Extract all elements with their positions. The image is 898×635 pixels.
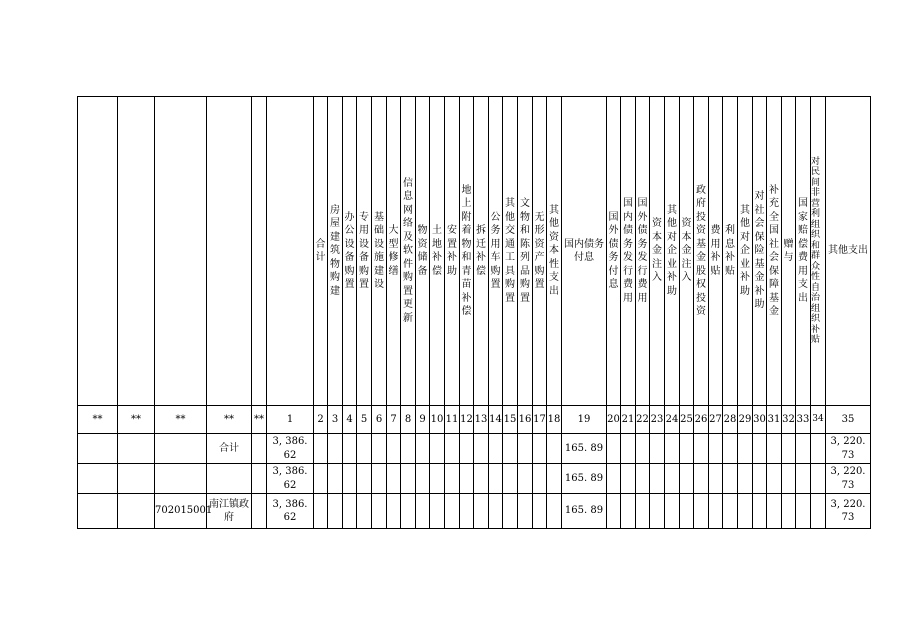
header-col-23: 资本金注入 (650, 97, 665, 406)
col-number: 30 (753, 406, 767, 434)
row-name (207, 464, 252, 494)
header-col-15: 其他交通工具购置 (503, 97, 518, 406)
col-number: 8 (401, 406, 416, 434)
header-col-20: 国外债务付息 (607, 97, 621, 406)
header-col-9: 物资储备 (416, 97, 430, 406)
expenditure-table (77, 96, 871, 529)
header-col-26: 政府投资基金股权投资 (694, 97, 709, 406)
header-col-28: 利息补贴 (723, 97, 738, 406)
col-number: 4 (343, 406, 357, 434)
header-col-11: 安置补助 (445, 97, 460, 406)
header-col-33: 国家赔偿费用支出 (796, 97, 811, 406)
header-col-25: 资本金注入 (680, 97, 694, 406)
row-total: 3, 386. 62 (267, 494, 314, 529)
col-number: 21 (621, 406, 636, 434)
col-number: 33 (796, 406, 811, 434)
row-col35: 3, 220. 73 (826, 494, 871, 529)
col-number: 26 (694, 406, 709, 434)
col-number: 19 (562, 406, 607, 434)
header-col-2: 合计 (314, 97, 328, 406)
col-number: 15 (503, 406, 518, 434)
header-col-19: 国内债务付息 (562, 97, 607, 406)
row-name: 南江镇政府 (207, 494, 252, 529)
header-col-7: 大型修缮 (387, 97, 401, 406)
col-number: 14 (489, 406, 503, 434)
header-blank (118, 97, 155, 406)
header-col-6: 基础设施建设 (372, 97, 387, 406)
star-cell: ** (252, 406, 267, 434)
col-number: 7 (387, 406, 401, 434)
header-col-8: 信息网络及软件购置更新 (401, 97, 416, 406)
number-row (78, 406, 871, 434)
row-name: 合计 (207, 434, 252, 464)
star-cell: ** (78, 406, 118, 434)
header-col-29: 其他对企业补助 (738, 97, 753, 406)
header-col-24: 其他对企业补助 (665, 97, 680, 406)
col-number: 2 (314, 406, 328, 434)
header-col-22: 国外债务发行费用 (636, 97, 650, 406)
col-number: 35 (826, 406, 871, 434)
header-col-31: 补充全国社会保障基金 (767, 97, 782, 406)
header-blank (207, 97, 252, 406)
row-col35: 3, 220. 73 (826, 434, 871, 464)
header-col-35: 其他支出 (826, 97, 871, 406)
header-row (78, 97, 871, 406)
header-col-12: 地上附着物和青苗补偿 (460, 97, 474, 406)
header-col-5: 专用设备购置 (357, 97, 372, 406)
row-col19: 165. 89 (562, 494, 607, 529)
header-col-27: 费用补贴 (709, 97, 723, 406)
star-cell: ** (207, 406, 252, 434)
header-col-34: 对民间非营利组织和群众性自治组织补贴 (811, 97, 826, 406)
header-col-13: 拆迁补偿 (474, 97, 489, 406)
col-number: 3 (328, 406, 343, 434)
col-number: 25 (680, 406, 694, 434)
col-number: 1 (267, 406, 314, 434)
col-number: 28 (723, 406, 738, 434)
header-col-32: 赠与 (782, 97, 796, 406)
header-blank (78, 97, 118, 406)
row-code (155, 464, 207, 494)
col-number: 13 (474, 406, 489, 434)
row-total: 3, 386. 62 (267, 464, 314, 494)
col-number: 16 (518, 406, 533, 434)
row-col19: 165. 89 (562, 434, 607, 464)
col-number: 18 (547, 406, 562, 434)
col-number: 5 (357, 406, 372, 434)
col-number: 22 (636, 406, 650, 434)
table-row (78, 464, 871, 494)
header-blank (155, 97, 207, 406)
col-number: 34 (811, 406, 826, 434)
col-number: 29 (738, 406, 753, 434)
header-blank (252, 97, 267, 406)
col-number: 32 (782, 406, 796, 434)
row-code: 702015001 (155, 494, 207, 529)
header-col-16: 文物和陈列品购置 (518, 97, 533, 406)
header-col-4: 办公设备购置 (343, 97, 357, 406)
header-col-3: 房屋建筑物购建 (328, 97, 343, 406)
table-row (78, 434, 871, 464)
col-number: 10 (430, 406, 445, 434)
star-cell: ** (118, 406, 155, 434)
header-col-30: 对社会保险基金补助 (753, 97, 767, 406)
col-number: 9 (416, 406, 430, 434)
row-code (155, 434, 207, 464)
col-number: 24 (665, 406, 680, 434)
col-number: 12 (460, 406, 474, 434)
col-number: 27 (709, 406, 723, 434)
col-number: 20 (607, 406, 621, 434)
col-number: 6 (372, 406, 387, 434)
col-number: 23 (650, 406, 665, 434)
col-number: 17 (533, 406, 547, 434)
col-number: 31 (767, 406, 782, 434)
row-total: 3, 386. 62 (267, 434, 314, 464)
header-col-14: 公务用车购置 (489, 97, 503, 406)
header-col-18: 其他资本性支出 (547, 97, 562, 406)
row-col35: 3, 220. 73 (826, 464, 871, 494)
row-col19: 165. 89 (562, 464, 607, 494)
header-col-21: 国内债务发行费用 (621, 97, 636, 406)
star-cell: ** (155, 406, 207, 434)
header-col-17: 无形资产购置 (533, 97, 547, 406)
col-number: 11 (445, 406, 460, 434)
header-col-10: 土地补偿 (430, 97, 445, 406)
header-blank (267, 97, 314, 406)
table-row (78, 494, 871, 529)
